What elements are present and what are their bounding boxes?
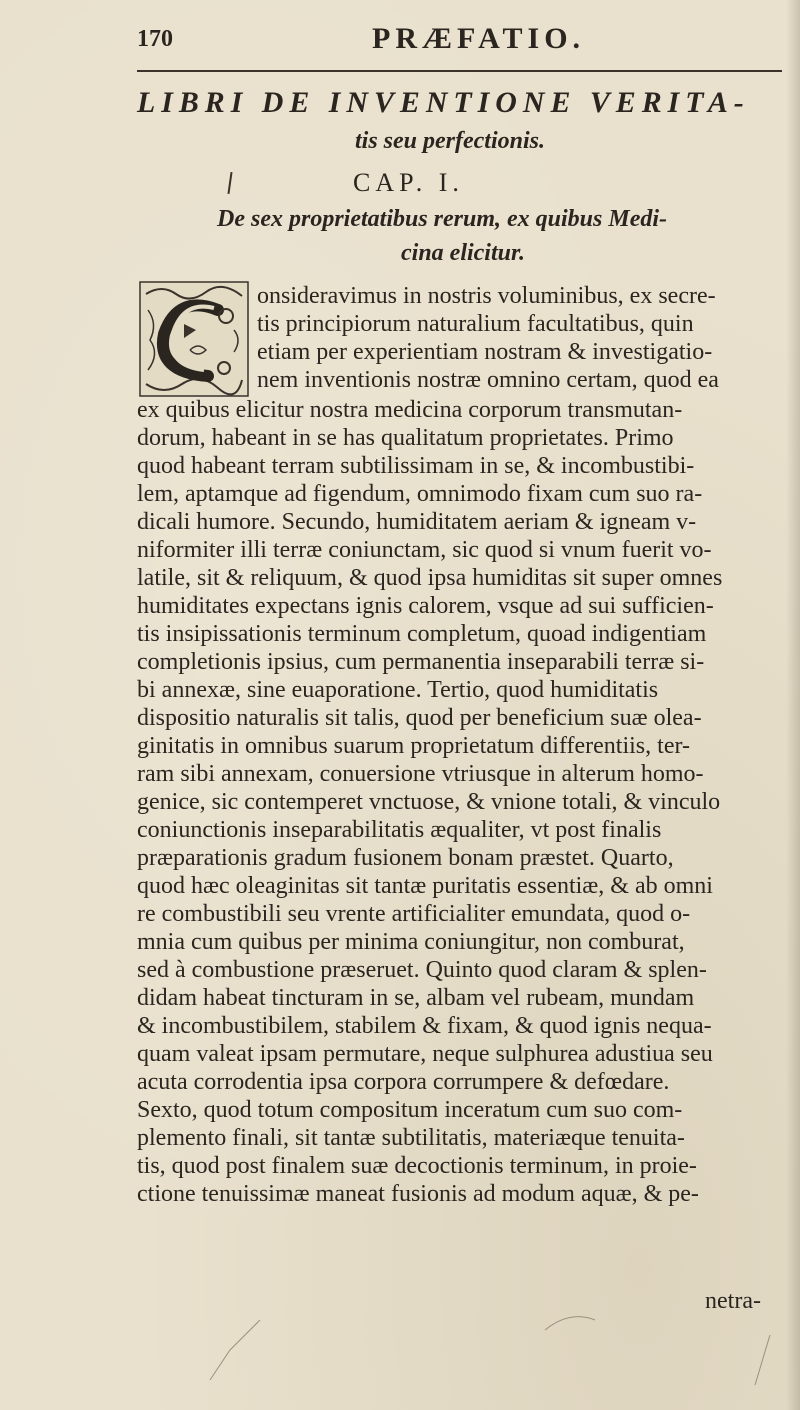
text-line: quod habeant terram subtilissimam in se, & incombustibi- xyxy=(137,453,695,479)
chapter-heading: CAP. I. xyxy=(353,168,464,197)
text-line: quam valeat ipsam permutare, neque sulphurea adustiua seu xyxy=(137,1041,713,1067)
pencil-trace-mark xyxy=(740,1330,780,1390)
text-line: dorum, habeant in se has qualitatum proprietates. Primo xyxy=(137,425,674,451)
text-line: lem, aptamque ad figendum, omnimodo fixam cum suo ra- xyxy=(137,481,703,507)
text-line: Sexto, quod totum compositum inceratum cum suo com- xyxy=(137,1097,683,1123)
ink-tick-mark xyxy=(227,172,232,194)
text-line: tis principiorum naturalium facultatibus, quin xyxy=(257,311,694,337)
text-line: plemento finali, sit tantæ subtilitatis, materiæque tenuita- xyxy=(137,1125,685,1151)
pencil-trace-mark xyxy=(200,1300,290,1390)
text-line: mnia cum quibus per minima coniungitur, non comburat, xyxy=(137,929,685,955)
catchword: netra- xyxy=(705,1288,761,1314)
text-line: præparationis gradum fusionem bonam præstet. Quarto, xyxy=(137,845,674,871)
text-line: quod hæc oleaginitas sit tantæ puritatis essentiæ, & ab omni xyxy=(137,873,713,899)
chapter-subtitle-line-1: De sex proprietatibus rerum, ex quibus Medi- xyxy=(217,206,668,232)
text-line: dispositio naturalis sit talis, quod per beneficium suæ olea- xyxy=(137,705,702,731)
text-line: ex quibus elicitur nostra medicina corporum transmutan- xyxy=(137,397,683,423)
text-line: re combustibili seu vrente artificialiter emundata, quod o- xyxy=(137,901,691,927)
book-title-line-2: tis seu perfectionis. xyxy=(355,128,545,154)
page-number: 170 xyxy=(137,26,173,52)
text-line: completionis ipsius, cum permanentia inseparabili terræ si- xyxy=(137,649,705,675)
header-rule xyxy=(137,70,782,72)
page-edge-shadow xyxy=(786,0,800,1410)
running-head: PRÆFATIO. xyxy=(372,22,586,55)
text-line: niformiter illi terræ coniunctam, sic quod si vnum fuerit vo- xyxy=(137,537,712,563)
text-line: dicali humore. Secundo, humiditatem aeriam & igneam v- xyxy=(137,509,697,535)
text-line: nem inventionis nostræ omnino certam, quod ea xyxy=(257,367,719,393)
text-line: & incombustibilem, stabilem & fixam, & quod ignis nequa- xyxy=(137,1013,712,1039)
chapter-subtitle-line-2: cina elicitur. xyxy=(401,240,526,266)
text-line: didam habeat tincturam in se, albam vel rubeam, mundam xyxy=(137,985,695,1011)
text-line: sed à combustione præseruet. Quinto quod claram & splen- xyxy=(137,957,707,983)
text-line: humiditates expectans ignis calorem, vsque ad sui sufficien- xyxy=(137,593,714,619)
text-line: genice, sic contemperet vnctuose, & vnione totali, & vinculo xyxy=(137,789,721,815)
text-line: onsideravimus in nostris voluminibus, ex secre- xyxy=(257,283,716,309)
book-title-line-1: LIBRI DE INVENTIONE VERITA- xyxy=(137,86,750,119)
text-line: tis, quod post finalem suæ decoctionis terminum, in proie- xyxy=(137,1153,697,1179)
pencil-trace-mark xyxy=(540,1300,600,1340)
ornament-icon xyxy=(138,280,250,398)
text-line: ctione tenuissimæ maneat fusionis ad modum aquæ, & pe- xyxy=(137,1181,699,1207)
text-line: bi annexæ, sine euaporatione. Tertio, quod humiditatis xyxy=(137,677,659,703)
decorated-initial-c xyxy=(138,280,250,398)
text-line: ginitatis in omnibus suarum proprietatum differentiis, ter- xyxy=(137,733,690,759)
text-line: tis insipissationis terminum completum, quoad indigentiam xyxy=(137,621,707,647)
text-line: coniunctionis inseparabilitatis æqualiter, vt post finalis xyxy=(137,817,662,843)
text-line: etiam per experientiam nostram & investigatio- xyxy=(257,339,713,365)
text-line: latile, sit & reliquum, & quod ipsa humiditas sit super omnes xyxy=(137,565,723,591)
text-line: acuta corrodentia ipsa corpora corrumpere & defœdare. xyxy=(137,1069,670,1095)
text-line: ram sibi annexam, conuersione vtriusque in alterum homo- xyxy=(137,761,704,787)
